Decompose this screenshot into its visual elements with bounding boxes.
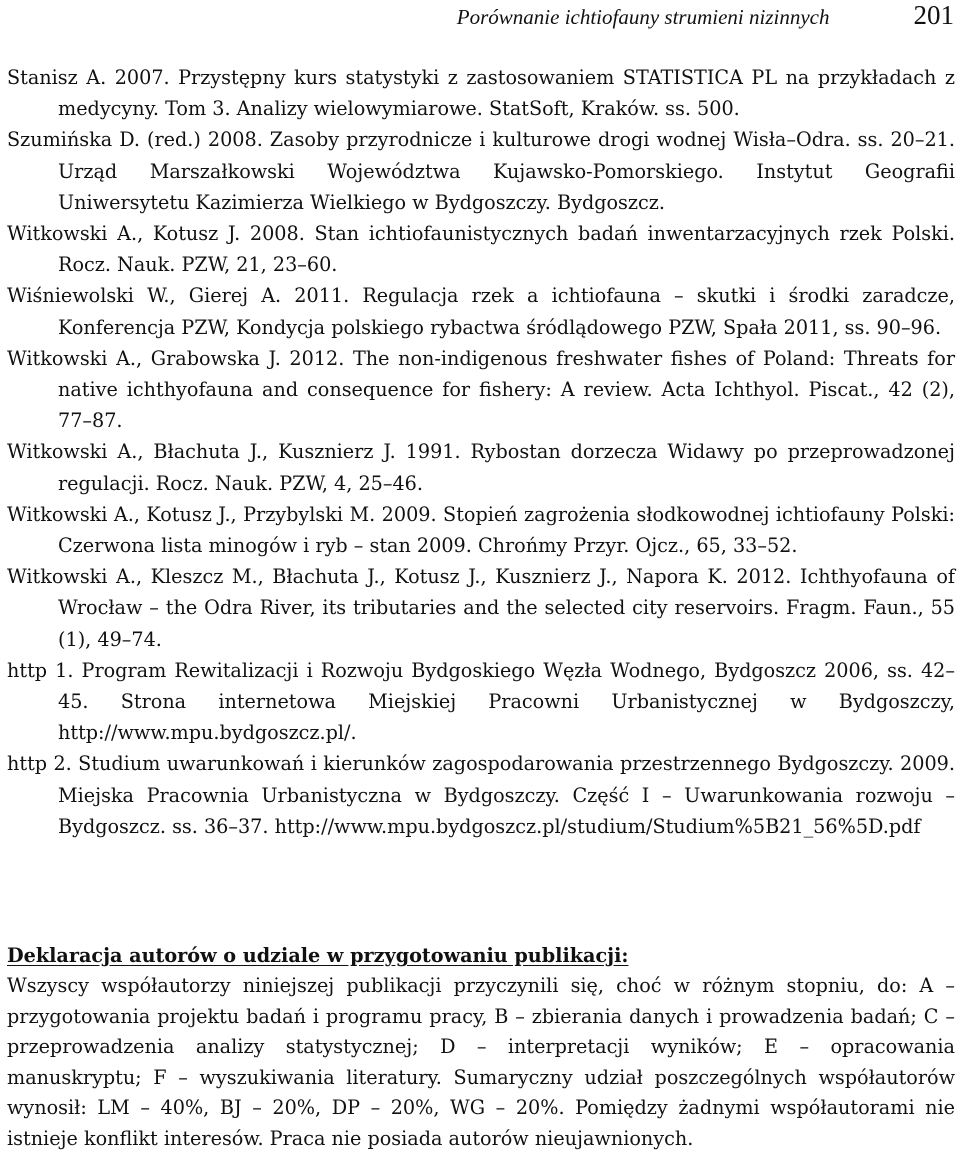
reference-entry: Szumińska D. (red.) 2008. Zasoby przyrodnicze i kulturowe drogi wodnej Wisła–Odra. ss. 20–21. Urząd Marszałkowski Województwa Kujawsko-Pomorskiego. Instytut Geografii Uniwersytetu Kazimierza Wielkiego w Bydgoszczy. Bydgoszcz. [7,128,955,214]
reference-entry: Witkowski A., Grabowska J. 2012. The non-indigenous freshwater fishes of Poland: Threats for native ichthyofauna and consequence for fishery: A review. Acta Ichthyol. Piscat., 42 (2), 77–87. [7,346,955,433]
reference-entry: Witkowski A., Błachuta J., Kusznierz J. 1991. Rybostan dorzecza Widawy po przeprowadzonej regulacji. Rocz. Nauk. PZW, 4, 25–46. [7,440,955,495]
page-number: 201 [913,0,954,30]
reference-entry: http 2. Studium uwarunkowań i kierunków zagospodarowania przestrzennego Bydgoszczy. 2009. Miejska Pracownia Urbanistyczna w Bydgoszczy. Część I – Uwarunkowania rozwoju – Bydgoszcz. ss. 36–37. http://www.mpu.bydgoszcz.pl/studium/Studium%5B21_56%5D.pdf [7,752,955,838]
declaration-body: Wszyscy współautorzy niniejszej publikacji przyczynili się, choć w różnym stopniu, do: A – przygotowania projektu badań i programu pracy, B – zbierania danych i prowadzenia badań; C – przeprowadzenia analizy statystycznej; D – interpretacji wyników; E – opracowania manuskryptu; F – wyszukiwania literatury. Sumaryczny udział poszczególnych współautorów wynosił: LM – 40%, BJ – 20%, DP – 20%, WG – 20%. Pomiędzy żadnymi współautorami nie istnieje konflikt interesów. Praca nie posiada autorów nieujawnionych. [7,974,955,1150]
reference-list [7,62,955,842]
reference-entry: Witkowski A., Kotusz J. 2008. Stan ichtiofaunistycznych badań inwentarzacyjnych rzek Polski. Rocz. Nauk. PZW, 21, 23–60. [7,222,955,277]
reference-entry: http 1. Program Rewitalizacji i Rozwoju Bydgoskiego Węzła Wodnego, Bydgoszcz 2006, ss. 42–45. Strona internetowa Miejskiej Pracowni Urbanistycznej w Bydgoszczy, http://www.mpu.bydgoszcz.pl/. [7,658,955,745]
author-contribution-declaration [7,940,955,1155]
running-header [457,0,954,30]
running-header-title: Porównanie ichtiofauny strumieni nizinnych [456,5,830,29]
reference-entry: Wiśniewolski W., Gierej A. 2011. Regulacja rzek a ichtiofauna – skutki i środki zaradcze, Konferencja PZW, Kondycja polskiego rybactwa śródlądowego PZW, Spała 2011, ss. 90–96. [7,284,955,339]
reference-entry: Witkowski A., Kotusz J., Przybylski M. 2009. Stopień zagrożenia słodkowodnej ichtiofauny Polski: Czerwona lista minogów i ryb – stan 2009. Chrońmy Przyr. Ojcz., 65, 33–52. [7,502,955,558]
reference-entry: Stanisz A. 2007. Przystępny kurs statystyki z zastosowaniem STATISTICA PL na przykładach z medycyny. Tom 3. Analizy wielowymiarowe. StatSoft, Kraków. ss. 500. [7,66,955,121]
reference-entry: Witkowski A., Kleszcz M., Błachuta J., Kotusz J., Kusznierz J., Napora K. 2012. Ichthyofauna of Wrocław – the Odra River, its tributaries and the selected city reservoirs. Fragm. Faun., 55 (1), 49–74. [7,565,955,651]
declaration-heading: Deklaracja autorów o udziale w przygotowaniu publikacji: [7,944,629,967]
